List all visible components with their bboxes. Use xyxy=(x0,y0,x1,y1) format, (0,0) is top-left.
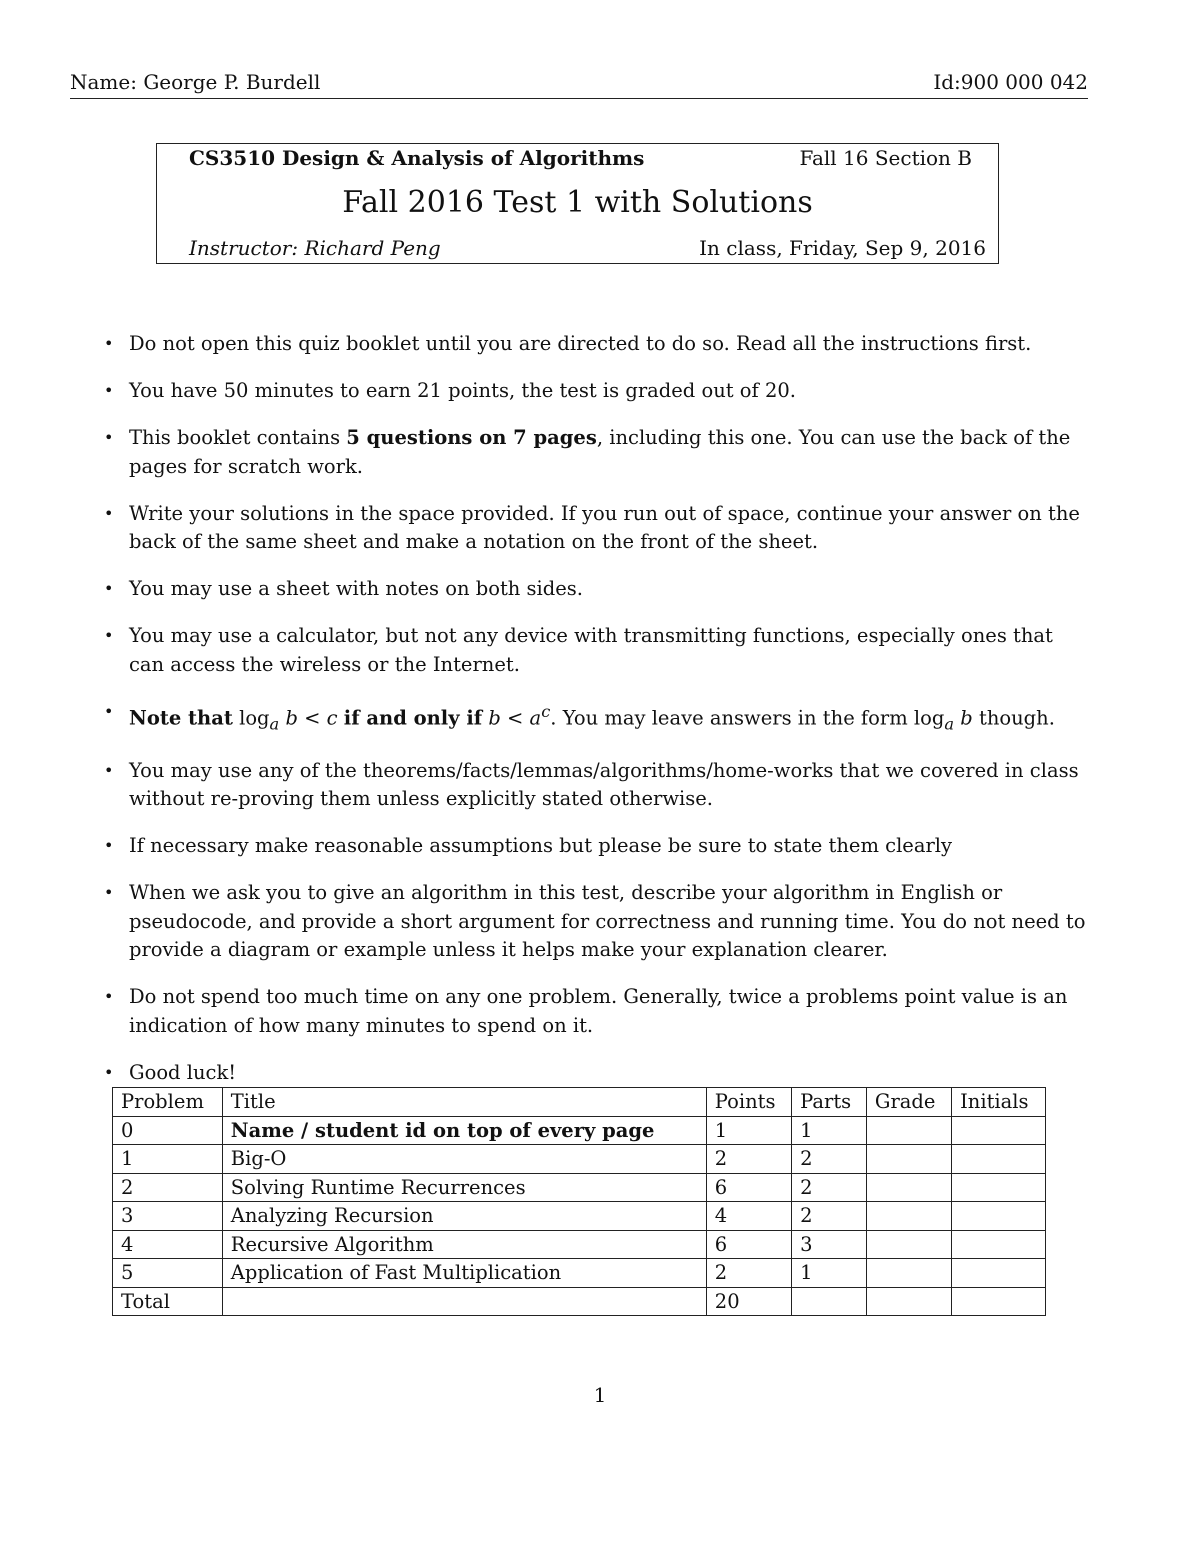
list-item: • You may use a calculator, but not any device with transmitting functions, especially ones that can access the wireless or the Internet. xyxy=(104,624,1053,676)
problem-cell: 2 xyxy=(113,1173,223,1202)
problem-cell: 1 xyxy=(113,1145,223,1174)
bullet-icon: • xyxy=(104,1062,114,1082)
title-cell: Application of Fast Multiplication xyxy=(222,1259,706,1288)
parts-cell: 2 xyxy=(792,1145,867,1174)
bullet-icon: • xyxy=(104,579,114,598)
table-row xyxy=(113,1173,1046,1202)
problem-cell: 4 xyxy=(113,1230,223,1259)
problem-cell: 3 xyxy=(113,1202,223,1231)
column-header: Initials xyxy=(952,1088,1046,1117)
bullet-icon: • xyxy=(104,883,114,903)
parts-cell: 1 xyxy=(792,1259,867,1288)
title-cell: Analyzing Recursion xyxy=(222,1202,706,1231)
points-cell: 6 xyxy=(706,1230,791,1259)
problem-cell: 0 xyxy=(113,1116,223,1145)
total-points: 20 xyxy=(706,1287,791,1316)
grade-cell xyxy=(866,1173,951,1202)
bullet-icon: • xyxy=(104,987,114,1007)
bullet-icon: • xyxy=(104,760,114,780)
initials-cell xyxy=(952,1173,1046,1202)
column-header: Problem xyxy=(113,1088,223,1117)
student-name: Name: George P. Burdell xyxy=(70,70,321,94)
parts-cell: 2 xyxy=(792,1173,867,1202)
initials-cell xyxy=(952,1230,1046,1259)
parts-cell: 2 xyxy=(792,1202,867,1231)
title-cell: Name / student id on top of every page xyxy=(222,1116,706,1145)
initials-cell xyxy=(952,1287,1046,1316)
column-header: Parts xyxy=(792,1088,867,1117)
parts-cell: 3 xyxy=(792,1230,867,1259)
table-row xyxy=(113,1259,1046,1288)
grade-cell xyxy=(866,1116,951,1145)
points-cell: 6 xyxy=(706,1173,791,1202)
bullet-icon: • xyxy=(104,381,114,400)
list-item: • Do not spend too much time on any one problem. Generally, twice a problems point value is an indication of how many minutes to spend on it. xyxy=(104,985,1068,1037)
points-cell: 2 xyxy=(706,1145,791,1174)
bullet-icon: • xyxy=(104,428,114,447)
title-cell: Solving Runtime Recurrences xyxy=(222,1173,706,1202)
title-cell xyxy=(222,1287,706,1316)
table-row xyxy=(113,1230,1046,1259)
table-row xyxy=(113,1202,1046,1231)
course-term: Fall 16 Section B xyxy=(799,146,972,170)
bullet-icon: • xyxy=(104,503,114,523)
grade-cell xyxy=(866,1145,951,1174)
list-item: • If necessary make reasonable assumptions but please be sure to state them clearly xyxy=(104,832,1089,861)
list-item: • You may use a sheet with notes on both sides. xyxy=(104,575,1089,604)
problem-cell: 5 xyxy=(113,1259,223,1288)
grade-cell xyxy=(866,1202,951,1231)
list-item: • Do not open this quiz booklet until you are directed to do so. Read all the instructions first. xyxy=(104,330,1089,359)
initials-cell xyxy=(952,1145,1046,1174)
title-box xyxy=(156,143,999,264)
test-date: In class, Friday, Sep 9, 2016 xyxy=(699,236,986,260)
instructions-list xyxy=(104,330,1089,1106)
total-row xyxy=(113,1287,1046,1316)
list-item: • Note that $\log_a b < c$ if and only if $b < a^c$. You may leave answers in the form $\log_a b$ though. xyxy=(104,698,1089,739)
parts-cell xyxy=(792,1287,867,1316)
list-item: • Write your solutions in the space provided. If you run out of space, continue your answer on the back of the same sheet and make a notation on the front of the sheet. xyxy=(104,501,1080,553)
column-header: Title xyxy=(222,1088,706,1117)
list-item: • Good luck! xyxy=(104,1059,1089,1088)
parts-cell: 1 xyxy=(792,1116,867,1145)
grade-cell xyxy=(866,1287,951,1316)
bullet-icon: • xyxy=(104,836,114,856)
page-header xyxy=(70,70,1088,99)
initials-cell xyxy=(952,1202,1046,1231)
table-row xyxy=(113,1116,1046,1145)
student-id: Id:900 000 042 xyxy=(933,70,1088,94)
list-item: • When we ask you to give an algorithm in this test, describe your algorithm in English or pseudocode, and provide a short argument for correctness and running time. You do not need to provide a diagram or example unless it helps make your explanation clearer. xyxy=(104,881,1086,962)
page-number: 1 xyxy=(593,1383,607,1407)
table-row xyxy=(113,1145,1046,1174)
initials-cell xyxy=(952,1259,1046,1288)
list-item: • You may use any of the theorems/facts/lemmas/algorithms/home-works that we covered in class without re-proving them unless explicitly stated otherwise. xyxy=(104,758,1079,811)
total-label: Total xyxy=(113,1287,223,1316)
list-item: • This booklet contains 5 questions on 7 pages, including this one. You can use the back of the pages for scratch work. xyxy=(104,426,1071,478)
points-cell: 1 xyxy=(706,1116,791,1145)
bullet-icon: • xyxy=(104,626,114,645)
column-header: Grade xyxy=(866,1088,951,1117)
table-header-row xyxy=(113,1088,1046,1117)
grade-cell xyxy=(866,1259,951,1288)
initials-cell xyxy=(952,1116,1046,1145)
grade-cell xyxy=(866,1230,951,1259)
course-name: CS3510 Design & Analysis of Algorithms xyxy=(189,146,645,170)
column-header: Points xyxy=(706,1088,791,1117)
bullet-icon: • xyxy=(104,334,114,353)
list-item: • You have 50 minutes to earn 21 points, the test is graded out of 20. xyxy=(104,377,1089,406)
instructor: Instructor: Richard Peng xyxy=(189,236,441,260)
points-cell: 2 xyxy=(706,1259,791,1288)
grading-table xyxy=(112,1087,1046,1316)
title-cell: Big-O xyxy=(222,1145,706,1174)
page-title: Fall 2016 Test 1 with Solutions xyxy=(342,185,813,220)
points-cell: 4 xyxy=(706,1202,791,1231)
bullet-icon: • xyxy=(104,701,114,721)
title-cell: Recursive Algorithm xyxy=(222,1230,706,1259)
